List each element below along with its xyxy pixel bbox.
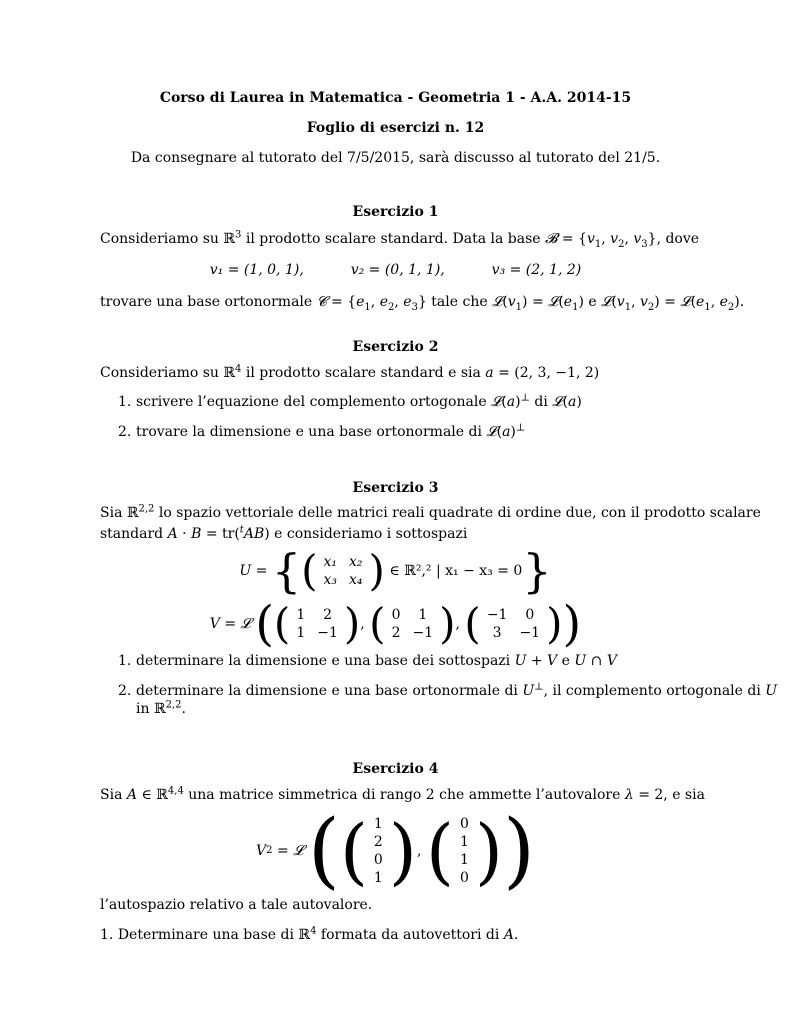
exercise-2-title: Esercizio 2 — [352, 339, 439, 355]
sheet-subtitle: Foglio di esercizi n. 12 — [306, 120, 485, 136]
exercise-3-item-2-cont: in ℝ$^{2,2}$. — [136, 699, 186, 717]
exercise-2-item-1: scrivere l’equazione del complemento ortogonale 𝓛(a)⊥ di 𝓛(a) — [136, 392, 582, 410]
matrix-V-1: 1 2 1 −1 — [296, 607, 338, 641]
subspace-V-definition: V = 𝓛 (( 1 2 1 −1 ), ( 0 1 2 −1 ), ( −1 0 3 −1 )) — [209, 596, 582, 652]
vector-v3: v₃ = (2, 1, 2) — [491, 262, 582, 278]
exercise-1-task: trovare una base ortonormale 𝓒 = {$e_1$, $e_2$, $e_3$} tale che $𝓛(v_1)$ = $𝓛(e_1)$ e $𝓛(v_1$, $v_2$) = $𝓛(e_1$, $e_2$). — [100, 294, 745, 313]
sheet-instructions: Da consegnare al tutorato del 7/5/2015, sarà discusso al tutorato del 21/5. — [130, 150, 661, 166]
exercise-4-line-1: Sia A ∈ ℝ$^{4,4}$ una matrice simmetrica di rango 2 che ammette l’autovalore λ = 2, e sia — [100, 785, 705, 803]
vector-V2-1: 1 2 0 1 — [373, 816, 383, 886]
exercise-1-title: Esercizio 1 — [352, 204, 439, 220]
exercise-2-item-1-number: 1. — [118, 394, 132, 410]
exercise-2-item-2: trovare la dimensione e una base ortonormale di 𝓛(a)⊥ — [136, 422, 526, 440]
sheet-title: Corso di Laurea in Matematica - Geometria 1 - A.A. 2014-15 — [159, 90, 632, 106]
exercise-3-item-1: determinare la dimensione e una base dei sottospazi U + V e U ∩ V — [136, 653, 617, 669]
matrix-U: x₁ x₂ x₃ x₄ — [323, 554, 363, 588]
vector-v1: v₁ = (1, 0, 1), — [209, 262, 304, 278]
exercise-4-item-1: 1. Determinare una base di ℝ$^4$ formata da autovettori di A. — [100, 925, 519, 943]
exercise-1-vectors — [0, 262, 791, 278]
exercise-4-title: Esercizio 4 — [352, 761, 439, 777]
matrix-V-2: 0 1 2 −1 — [391, 607, 434, 641]
exercise-3-item-1-number: 1. — [118, 653, 132, 669]
eigenspace-V2-definition: V2 = 𝓛 (( 1 2 0 1 ), ( 0 1 1 0 )) — [256, 803, 535, 898]
exercise-1-intro: Consideriamo su ℝ$^3$ il prodotto scalare standard. Data la base 𝓑 = {$v_1$, $v_2$, $v_3$}, dove — [100, 229, 700, 250]
exercise-3-title: Esercizio 3 — [352, 480, 439, 496]
exercise-3-item-2: determinare la dimensione e una base ortonormale di U⊥, il complemento ortogonale di U — [136, 681, 778, 699]
exercise-3-item-2-number: 2. — [118, 683, 132, 699]
exercise-2-item-2-number: 2. — [118, 424, 132, 440]
exercise-3-line-2: standard A · B = tr($^t$AB) e consideriamo i sottospazi — [100, 524, 468, 542]
exercise-4-after: l’autospazio relativo a tale autovalore. — [100, 897, 373, 913]
subspace-U-definition: U = {( x₁ x₂ x₃ x₄ ) ∈ ℝ²,² | x₁ − x₃ = 0} — [239, 544, 552, 598]
exercise-2-intro: Consideriamo su ℝ$^4$ il prodotto scalare standard e sia a = (2, 3, −1, 2) — [100, 363, 600, 381]
matrix-V-3: −1 0 3 −1 — [486, 607, 541, 641]
vector-V2-2: 0 1 1 0 — [459, 816, 469, 886]
vector-v2: v₂ = (0, 1, 1), — [350, 262, 445, 278]
exercise-3-line-1: Sia ℝ$^{2,2}$ lo spazio vettoriale delle matrici reali quadrate di ordine due, con il prodotto scalare — [100, 503, 761, 521]
